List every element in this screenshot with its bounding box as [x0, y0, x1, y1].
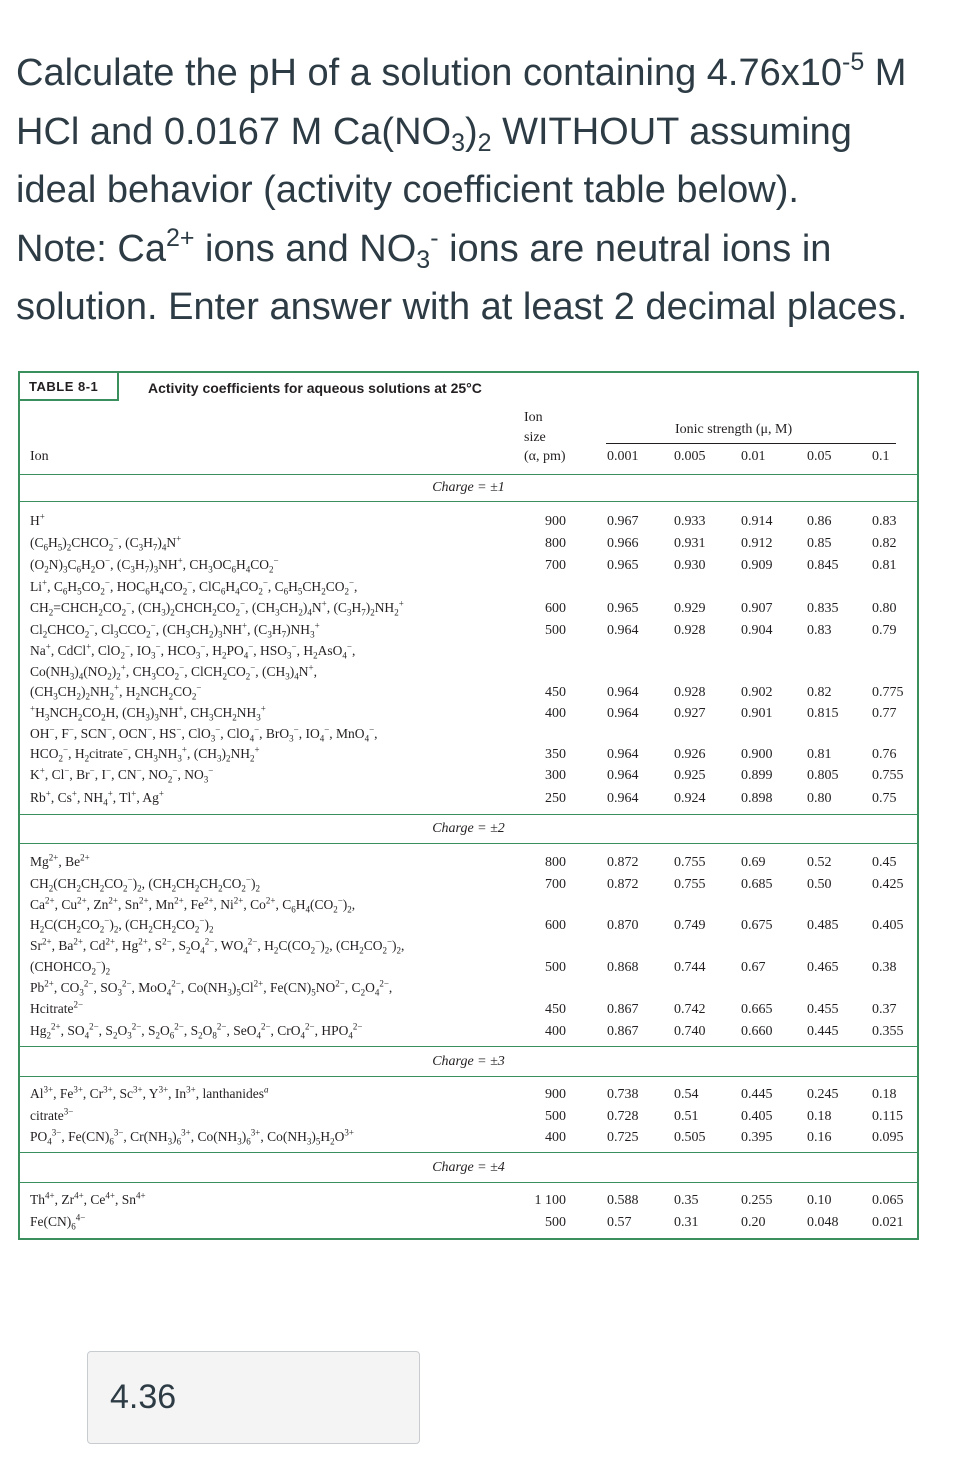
activity-coefficient-value: 0.967 [607, 514, 639, 529]
activity-coefficient-value: 0.749 [674, 918, 706, 933]
ion-list: $Pb^{2+}$, $CO_3^{2-}$, $SO_3^{2-}$, MoO$_4^{2-}$, $Co(NH_3)_5Cl^{2+}$, $Fe(CN)_5NO^{2-}$, $C_2O_4^{2-}$, [30, 978, 393, 998]
ion-list: $(CH_3CH_2)_2NH_2^+$, $H_2NCH_2CO_2^-$ [30, 682, 202, 702]
activity-coefficient-value: 0.50 [807, 877, 832, 892]
activity-coefficient-value: 0.455 [807, 1002, 839, 1017]
activity-coefficient-value: 0.909 [741, 558, 773, 573]
ion-size-value: 350 [545, 747, 566, 762]
activity-coefficient-value: 0.57 [607, 1215, 632, 1230]
ion-size-value: 400 [545, 1130, 566, 1145]
activity-coefficient-value: 0.82 [872, 536, 897, 551]
ion-list: Rb+, Cs+, $NH_4^+$, Tl+, Ag+ [30, 788, 164, 808]
section-rule [20, 501, 917, 502]
ion-size-value: 400 [545, 1024, 566, 1039]
activity-coefficient-value: 0.928 [674, 685, 706, 700]
column-header-size-2: size [524, 430, 546, 445]
activity-coefficient-value: 0.79 [872, 623, 897, 638]
activity-coefficient-value: 0.86 [807, 514, 832, 529]
activity-coefficient-value: 0.660 [741, 1024, 773, 1039]
activity-coefficient-value: 0.964 [607, 768, 639, 783]
ion-size-value: 800 [545, 855, 566, 870]
ion-list: OH−, F−, SCN−, OCN−, HS−, ClO$_3$−, ClO$_4$−, BrO$_3$−, $IO_4^-$, MnO$_4$−, [30, 724, 378, 744]
activity-coefficient-value: 0.20 [741, 1215, 766, 1230]
ion-list: $CH_2(CH_2CH_2CO_2^-)_2$, $(CH_2CH_2CH_2CO_2^-)_2$ [30, 874, 260, 894]
activity-coefficient-value: 0.868 [607, 960, 639, 975]
ion-size-value: 300 [545, 768, 566, 783]
strength-2: 0.01 [741, 449, 766, 464]
activity-coefficient-value: 0.445 [807, 1024, 839, 1039]
activity-coefficient-value: 0.815 [807, 706, 839, 721]
activity-coefficient-value: 0.872 [607, 855, 639, 870]
ion-size-value: 1 100 [534, 1193, 566, 1208]
activity-coefficient-value: 0.738 [607, 1087, 639, 1102]
activity-coefficient-value: 0.675 [741, 918, 773, 933]
activity-coefficient-value: 0.75 [872, 791, 897, 806]
activity-coefficient-value: 0.755 [872, 768, 904, 783]
activity-coefficient-value: 0.964 [607, 747, 639, 762]
ion-list: $CH_2=CHCH_2CO_2^-$, $(CH_3)_2CHCH_2CO_2^-$, $(CH_3CH_2)_4N^+$, $(C_3H_7)_2NH_2^+$ [30, 598, 404, 618]
strength-0: 0.001 [607, 449, 639, 464]
section-rule [20, 1152, 917, 1153]
ion-size-value: 600 [545, 918, 566, 933]
activity-coefficient-value: 0.77 [872, 706, 897, 721]
ion-list: H+ [30, 511, 45, 528]
section-rule [20, 1076, 917, 1077]
activity-coefficient-value: 0.907 [741, 601, 773, 616]
strength-4: 0.1 [872, 449, 890, 464]
activity-coefficient-value: 0.914 [741, 514, 773, 529]
activity-coefficient-value: 0.445 [741, 1087, 773, 1102]
ion-list: $Th^{4+}$, $Zr^{4+}$, $Ce^{4+}$, $Sn^{4+}$ [30, 1190, 146, 1207]
activity-coefficient-value: 0.964 [607, 685, 639, 700]
ion-list: Hcitrate$^{2-}$ [30, 999, 84, 1016]
ion-list: $(CHOHCO_2^-)_2$ [30, 957, 111, 977]
strength-3: 0.05 [807, 449, 832, 464]
activity-coefficient-value: 0.901 [741, 706, 773, 721]
activity-coefficient-value: 0.83 [872, 514, 897, 529]
ion-size-value: 900 [545, 514, 566, 529]
activity-coefficient-value: 0.395 [741, 1130, 773, 1145]
activity-coefficient-value: 0.51 [674, 1109, 699, 1124]
activity-coefficient-value: 0.775 [872, 685, 904, 700]
activity-coefficient-value: 0.405 [741, 1109, 773, 1124]
activity-coefficient-value: 0.900 [741, 747, 773, 762]
charge-heading-4: Charge = ±4 [432, 1160, 505, 1175]
activity-coefficient-value: 0.245 [807, 1087, 839, 1102]
table-title: Activity coefficients for aqueous solutions at 25°C [148, 380, 482, 396]
activity-coefficient-value: 0.867 [607, 1002, 639, 1017]
ion-list: $Hg_2^{2+}$, $SO_4^{2-}$, $S_2O_3^{2-}$, $S_2O_6^{2-}$, $S_2O_8^{2-}$, SeO$_4^{2-}$, CrO$_4^{2-}$, $HPO_4^{2-}$ [30, 1021, 363, 1041]
activity-coefficient-value: 0.964 [607, 706, 639, 721]
activity-coefficient-value: 0.85 [807, 536, 832, 551]
activity-coefficient-value: 0.76 [872, 747, 897, 762]
activity-coefficient-value: 0.930 [674, 558, 706, 573]
activity-coefficient-value: 0.255 [741, 1193, 773, 1208]
activity-coefficient-value: 0.927 [674, 706, 706, 721]
ion-size-value: 900 [545, 1087, 566, 1102]
section-rule [20, 843, 917, 844]
activity-coefficient-value: 0.405 [872, 918, 904, 933]
ion-list: $PO_4^{3-}$, $Fe(CN)_6^{3-}$, $Cr(NH_3)_6^{3+}$, $Co(NH_3)_6^{3+}$, $Co(NH_3)_5H_2O^{3+}$ [30, 1127, 354, 1147]
answer-value: 4.36 [110, 1378, 177, 1416]
section-rule [20, 1046, 917, 1047]
activity-coefficient-value: 0.872 [607, 877, 639, 892]
activity-coefficient-value: 0.505 [674, 1130, 706, 1145]
activity-coefficient-value: 0.665 [741, 1002, 773, 1017]
activity-coefficient-value: 0.931 [674, 536, 706, 551]
table-label: TABLE 8-1 [20, 373, 119, 401]
charge-heading-3: Charge = ±3 [432, 1054, 505, 1069]
ion-list: $Sr^{2+}$, $Ba^{2+}$, $Cd^{2+}$, $Hg^{2+}$, $S^{2-}$, $S_2O_4^{2-}$, $WO_4^{2-}$, $H_2C(CO_2^-)_2$, $(CH_2CO_2^-)_2$, [30, 936, 405, 956]
section-rule [20, 814, 917, 815]
ion-list: $Cl_2CHCO_2^-$, $Cl_3CCO_2^-$, $(CH_3CH_2)_3NH^+$, $(C_3H_7)NH_3^+$ [30, 620, 320, 640]
activity-coefficient-value: 0.755 [674, 855, 706, 870]
activity-coefficient-value: 0.835 [807, 601, 839, 616]
activity-coefficient-value: 0.964 [607, 623, 639, 638]
ion-list: $Ca^{2+}$, $Cu^{2+}$, $Zn^{2+}$, $Sn^{2+}$, $Mn^{2+}$, $Fe^{2+}$, $Ni^{2+}$, $Co^{2+}$, $C_6H_4(CO_2^-)_2$, [30, 895, 356, 915]
table-header [20, 373, 917, 403]
activity-coefficient-value: 0.115 [872, 1109, 903, 1124]
activity-coefficient-value: 0.924 [674, 791, 706, 806]
activity-coefficient-value: 0.83 [807, 623, 832, 638]
activity-coefficient-value: 0.81 [807, 747, 832, 762]
activity-coefficient-value: 0.742 [674, 1002, 706, 1017]
ion-list: $^+H_3NCH_2CO_2H$, $(CH_3)_3NH^+$, $CH_3CH_2NH_3^+$ [30, 703, 266, 723]
activity-coefficient-value: 0.933 [674, 514, 706, 529]
activity-coefficient-value: 0.904 [741, 623, 773, 638]
charge-heading-2: Charge = ±2 [432, 821, 505, 836]
column-header-ionic-strength: Ionic strength (μ, M) [675, 422, 793, 437]
activity-coefficient-value: 0.10 [807, 1193, 832, 1208]
column-header-size-1: Ion [524, 410, 543, 425]
activity-coefficient-value: 0.966 [607, 536, 639, 551]
strength-1: 0.005 [674, 449, 706, 464]
activity-coefficient-value: 0.82 [807, 685, 832, 700]
activity-coefficient-value: 0.485 [807, 918, 839, 933]
activity-coefficient-value: 0.67 [741, 960, 766, 975]
activity-coefficient-value: 0.54 [674, 1087, 699, 1102]
ion-size-value: 700 [545, 558, 566, 573]
activity-coefficient-value: 0.18 [872, 1087, 897, 1102]
activity-coefficient-value: 0.805 [807, 768, 839, 783]
ion-list: K+, Cl−, Br−, I−, CN−, $NO_2^-$, $NO_3^-$ [30, 765, 214, 785]
activity-coefficient-value: 0.725 [607, 1130, 639, 1145]
activity-coefficient-value: 0.52 [807, 855, 832, 870]
activity-coefficient-value: 0.964 [607, 791, 639, 806]
activity-coefficient-value: 0.867 [607, 1024, 639, 1039]
activity-coefficient-value: 0.902 [741, 685, 773, 700]
activity-coefficient-value: 0.37 [872, 1002, 897, 1017]
activity-coefficient-value: 0.35 [674, 1193, 699, 1208]
ion-size-value: 500 [545, 1109, 566, 1124]
ion-size-value: 600 [545, 601, 566, 616]
ion-list: $Al^{3+}$, $Fe^{3+}$, $Cr^{3+}$, $Sc^{3+}$, $Y^{3+}$, $In^{3+}$, lanthanides$^a$ [30, 1084, 269, 1101]
activity-coefficient-value: 0.899 [741, 768, 773, 783]
section-rule [20, 1182, 917, 1183]
ion-size-value: 500 [545, 623, 566, 638]
ion-list: Na+, CdCl+, ClO$_2$−, $IO_3^-$, $HCO_3^-$, $H_2PO_4^-$, $HSO_3^-$, $H_2AsO_4^-$, [30, 641, 356, 661]
ion-size-value: 450 [545, 1002, 566, 1017]
ion-size-value: 700 [545, 877, 566, 892]
header-rule [20, 474, 917, 475]
activity-coefficient-value: 0.31 [674, 1215, 699, 1230]
ion-list: $HCO_2^-$, $H_2citrate^-$, $CH_3NH_3^+$, $(CH_3)_2NH_2^+$ [30, 744, 260, 764]
activity-coefficient-value: 0.45 [872, 855, 897, 870]
activity-coefficient-value: 0.16 [807, 1130, 832, 1145]
activity-coefficient-value: 0.728 [607, 1109, 639, 1124]
ionic-strength-underline [606, 443, 896, 444]
activity-coefficient-value: 0.065 [872, 1193, 904, 1208]
activity-coefficient-value: 0.685 [741, 877, 773, 892]
ion-list: citrate$^{3-}$ [30, 1106, 74, 1123]
activity-coefficient-value: 0.021 [872, 1215, 904, 1230]
activity-coefficient-value: 0.965 [607, 558, 639, 573]
activity-coefficient-value: 0.965 [607, 601, 639, 616]
activity-coefficient-value: 0.18 [807, 1109, 832, 1124]
activity-coefficient-value: 0.69 [741, 855, 766, 870]
activity-coefficient-value: 0.870 [607, 918, 639, 933]
ion-size-value: 500 [545, 960, 566, 975]
activity-coefficient-value: 0.926 [674, 747, 706, 762]
column-header-ion: Ion [30, 449, 49, 464]
activity-coefficient-value: 0.095 [872, 1130, 904, 1145]
activity-coefficient-value: 0.81 [872, 558, 897, 573]
ion-list: $(O_2N)_3C_6H_2O^-$, $(C_3H_7)_3NH^+$, $CH_3OC_6H_4CO_2^-$ [30, 555, 279, 575]
activity-coefficient-value: 0.588 [607, 1193, 639, 1208]
activity-coefficient-value: 0.80 [807, 791, 832, 806]
ion-list: $Mg^{2+}$, $Be^{2+}$ [30, 852, 90, 869]
ion-size-value: 250 [545, 791, 566, 806]
activity-coefficient-value: 0.355 [872, 1024, 904, 1039]
activity-coefficient-value: 0.38 [872, 960, 897, 975]
activity-coefficient-value: 0.80 [872, 601, 897, 616]
ion-list: $Co(NH_3)_4(NO_2)_2^+$, $CH_3CO_2^-$, $ClCH_2CO_2^-$, $(CH_3)_4N^+$, [30, 662, 317, 682]
activity-coefficient-value: 0.755 [674, 877, 706, 892]
question-text: Calculate the pH of a solution containing $4.76x10^{-5}$ M HCl and 0.0167 M $Ca(NO_3)_2$ WITHOUT assuming ideal behavior (activity coefficient table below). Note: $Ca^{2+}$ ions and $NO_3^-$ ions are neutral ions in solution. Enter answer with at least 2 decimal places. [16, 48, 908, 328]
ion-list: Li+, $C_6H_5CO_2^-$, $HOC_6H_4CO_2^-$, $ClC_6H_4CO_2^-$, $C_6H_5CH_2CO_2^-$, [30, 577, 358, 597]
charge-heading-1: Charge = ±1 [432, 480, 505, 495]
ion-list: $(C_6H_5)_2CHCO_2^-$, $(C_3H_7)_4N^+$ [30, 533, 182, 553]
ion-list: $H_2C(CH_2CO_2^-)_2$, $(CH_2CH_2CO_2^-)_2$ [30, 915, 214, 935]
ion-list: $Fe(CN)_6^{4-}$ [30, 1212, 86, 1232]
activity-coefficient-value: 0.912 [741, 536, 773, 551]
activity-coefficient-table [18, 371, 919, 1240]
activity-coefficient-value: 0.898 [741, 791, 773, 806]
column-header-size-3: (α, pm) [524, 449, 566, 464]
ion-size-value: 450 [545, 685, 566, 700]
ion-size-value: 400 [545, 706, 566, 721]
activity-coefficient-value: 0.425 [872, 877, 904, 892]
activity-coefficient-value: 0.925 [674, 768, 706, 783]
activity-coefficient-value: 0.465 [807, 960, 839, 975]
activity-coefficient-value: 0.740 [674, 1024, 706, 1039]
answer-input[interactable] [87, 1351, 420, 1444]
activity-coefficient-value: 0.048 [807, 1215, 839, 1230]
activity-coefficient-value: 0.929 [674, 601, 706, 616]
activity-coefficient-value: 0.744 [674, 960, 706, 975]
activity-coefficient-value: 0.845 [807, 558, 839, 573]
ion-size-value: 800 [545, 536, 566, 551]
activity-coefficient-value: 0.928 [674, 623, 706, 638]
ion-size-value: 500 [545, 1215, 566, 1230]
